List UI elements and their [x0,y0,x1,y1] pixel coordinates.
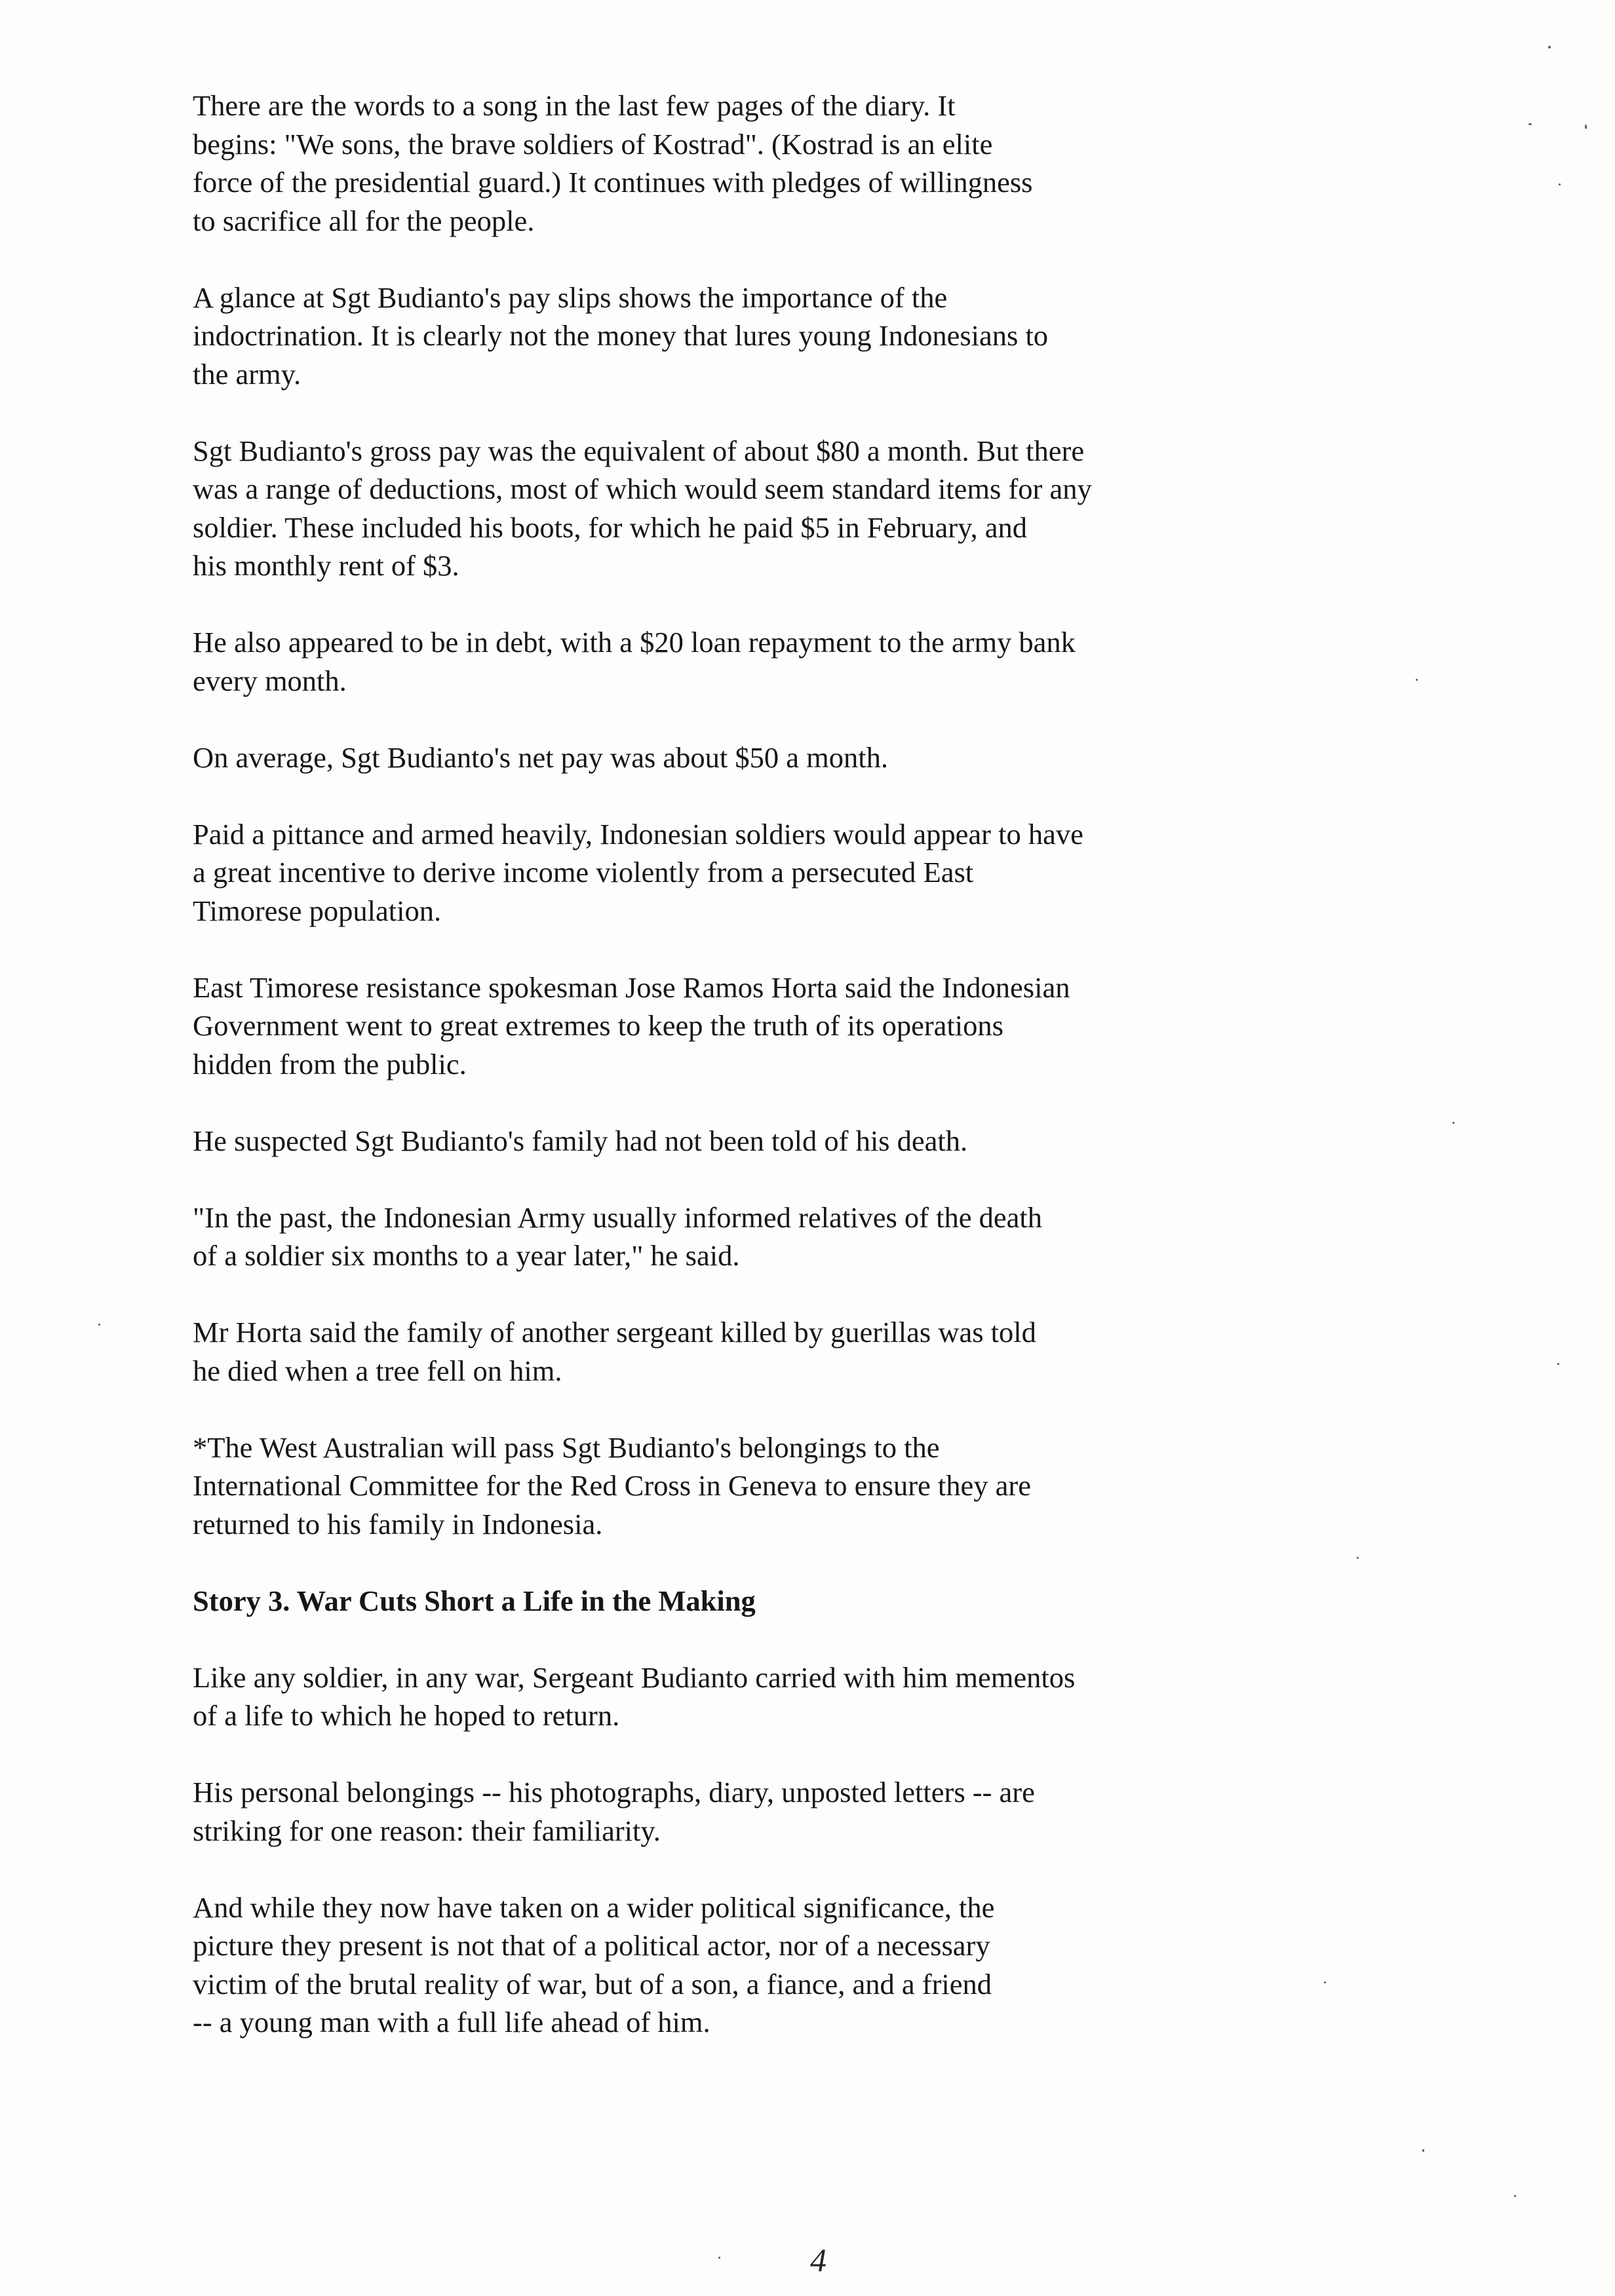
paragraph-horta-spokesman [193,968,1346,1084]
scan-speck [98,1324,100,1326]
text-line: Mr Horta said the family of another sergeant killed by guerillas was told [193,1316,1036,1349]
text-line: force of the presidential guard.) It continues with pledges of willingness [193,166,1033,199]
text-line: his monthly rent of $3. [193,549,459,582]
paragraph-debt [193,623,1346,700]
scan-speck [1452,1122,1454,1124]
text-line: Government went to great extremes to keep the truth of its operations [193,1009,1003,1042]
text-line: returned to his family in Indonesia. [193,1507,603,1540]
paragraph-quote [193,1198,1346,1275]
text-line: Like any soldier, in any war, Sergeant Budianto carried with him mementos [193,1660,1076,1694]
scan-speck [718,2257,720,2259]
text-line: He suspected Sgt Budianto's family had not been told of his death. [193,1124,968,1157]
scan-speck [1324,1981,1326,1983]
text-line: the army. [193,357,302,391]
text-line: victim of the brutal reality of war, but of a son, a fiance, and a friend [193,1967,992,2000]
text-line: striking for one reason: their familiarity. [193,1814,661,1847]
paragraph-song [193,86,1346,240]
text-line: He also appeared to be in debt, with a $20 loan repayment to the army bank [193,626,1076,659]
scan-speck [1416,679,1418,681]
story-heading: Story 3. War Cuts Short a Life in the Making [193,1584,756,1617]
scan-speck [1357,1557,1359,1559]
scan-speck [1528,123,1532,125]
scan-speck [1585,124,1587,129]
text-line: And while they now have taken on a wider political significance, the [193,1890,995,1924]
scan-speck [1557,1363,1559,1365]
paragraph-family-not-told [193,1122,1346,1160]
text-line: "In the past, the Indonesian Army usually informed relatives of the death [193,1200,1042,1234]
text-line: was a range of deductions, most of which would seem standard items for any [193,472,1092,505]
text-line: Paid a pittance and armed heavily, Indonesian soldiers would appear to have [193,817,1083,851]
paragraph-mementos [193,1658,1346,1735]
paragraph-significance [193,1888,1346,2042]
text-line: a great incentive to derive income violently from a persecuted East [193,856,974,889]
text-line: every month. [193,664,347,697]
text-line: There are the words to a song in the last few pages of the diary. It [193,89,956,122]
scan-speck [1548,46,1551,48]
text-line: His personal belongings -- his photographs, diary, unposted letters -- are [193,1776,1035,1808]
text-line: of a life to which he hoped to return. [193,1699,620,1732]
text-line: Sgt Budianto's gross pay was the equivalent of about $80 a month. But there [193,434,1085,467]
text-line: indoctrination. It is clearly not the money that lures young Indonesians to [193,319,1049,352]
text-line: he died when a tree fell on him. [193,1354,562,1387]
text-line: International Committee for the Red Cross in Geneva to ensure they are [193,1469,1031,1502]
text-line: East Timorese resistance spokesman Jose Ramos Horta said the Indonesian [193,970,1070,1004]
text-line: hidden from the public. [193,1047,467,1081]
article-body [193,86,1346,2080]
text-line: of a soldier six months to a year later," he said. [193,1239,740,1272]
paragraph-net-pay [193,738,1346,777]
paragraph-red-cross [193,1428,1346,1544]
paragraph-pittance [193,815,1346,930]
paragraph-pay-slips [193,278,1346,394]
text-line: On average, Sgt Budianto's net pay was about $50 a month. [193,740,888,774]
paragraph-tree [193,1313,1346,1390]
text-line: begins: "We sons, the brave soldiers of Kostrad". (Kostrad is an elite [193,127,993,161]
text-line: soldier. These included his boots, for which he paid $5 in February, and [193,510,1027,544]
paragraph-belongings [193,1773,1346,1850]
text-line: to sacrifice all for the people. [193,204,535,237]
text-line: A glance at Sgt Budianto's pay slips shows the importance of the [193,280,948,314]
scan-speck [1559,183,1561,185]
scan-speck [1422,2149,1424,2152]
page-number: 4 [810,2242,827,2278]
paragraph-gross-pay [193,432,1346,585]
text-line: *The West Australian will pass Sgt Budianto's belongings to the [193,1430,940,1464]
text-line: picture they present is not that of a political actor, nor of a necessary [193,1929,990,1962]
text-line: -- a young man with a full life ahead of him. [193,2006,710,2038]
text-line: Timorese population. [193,894,442,927]
scan-speck [1514,2195,1516,2197]
